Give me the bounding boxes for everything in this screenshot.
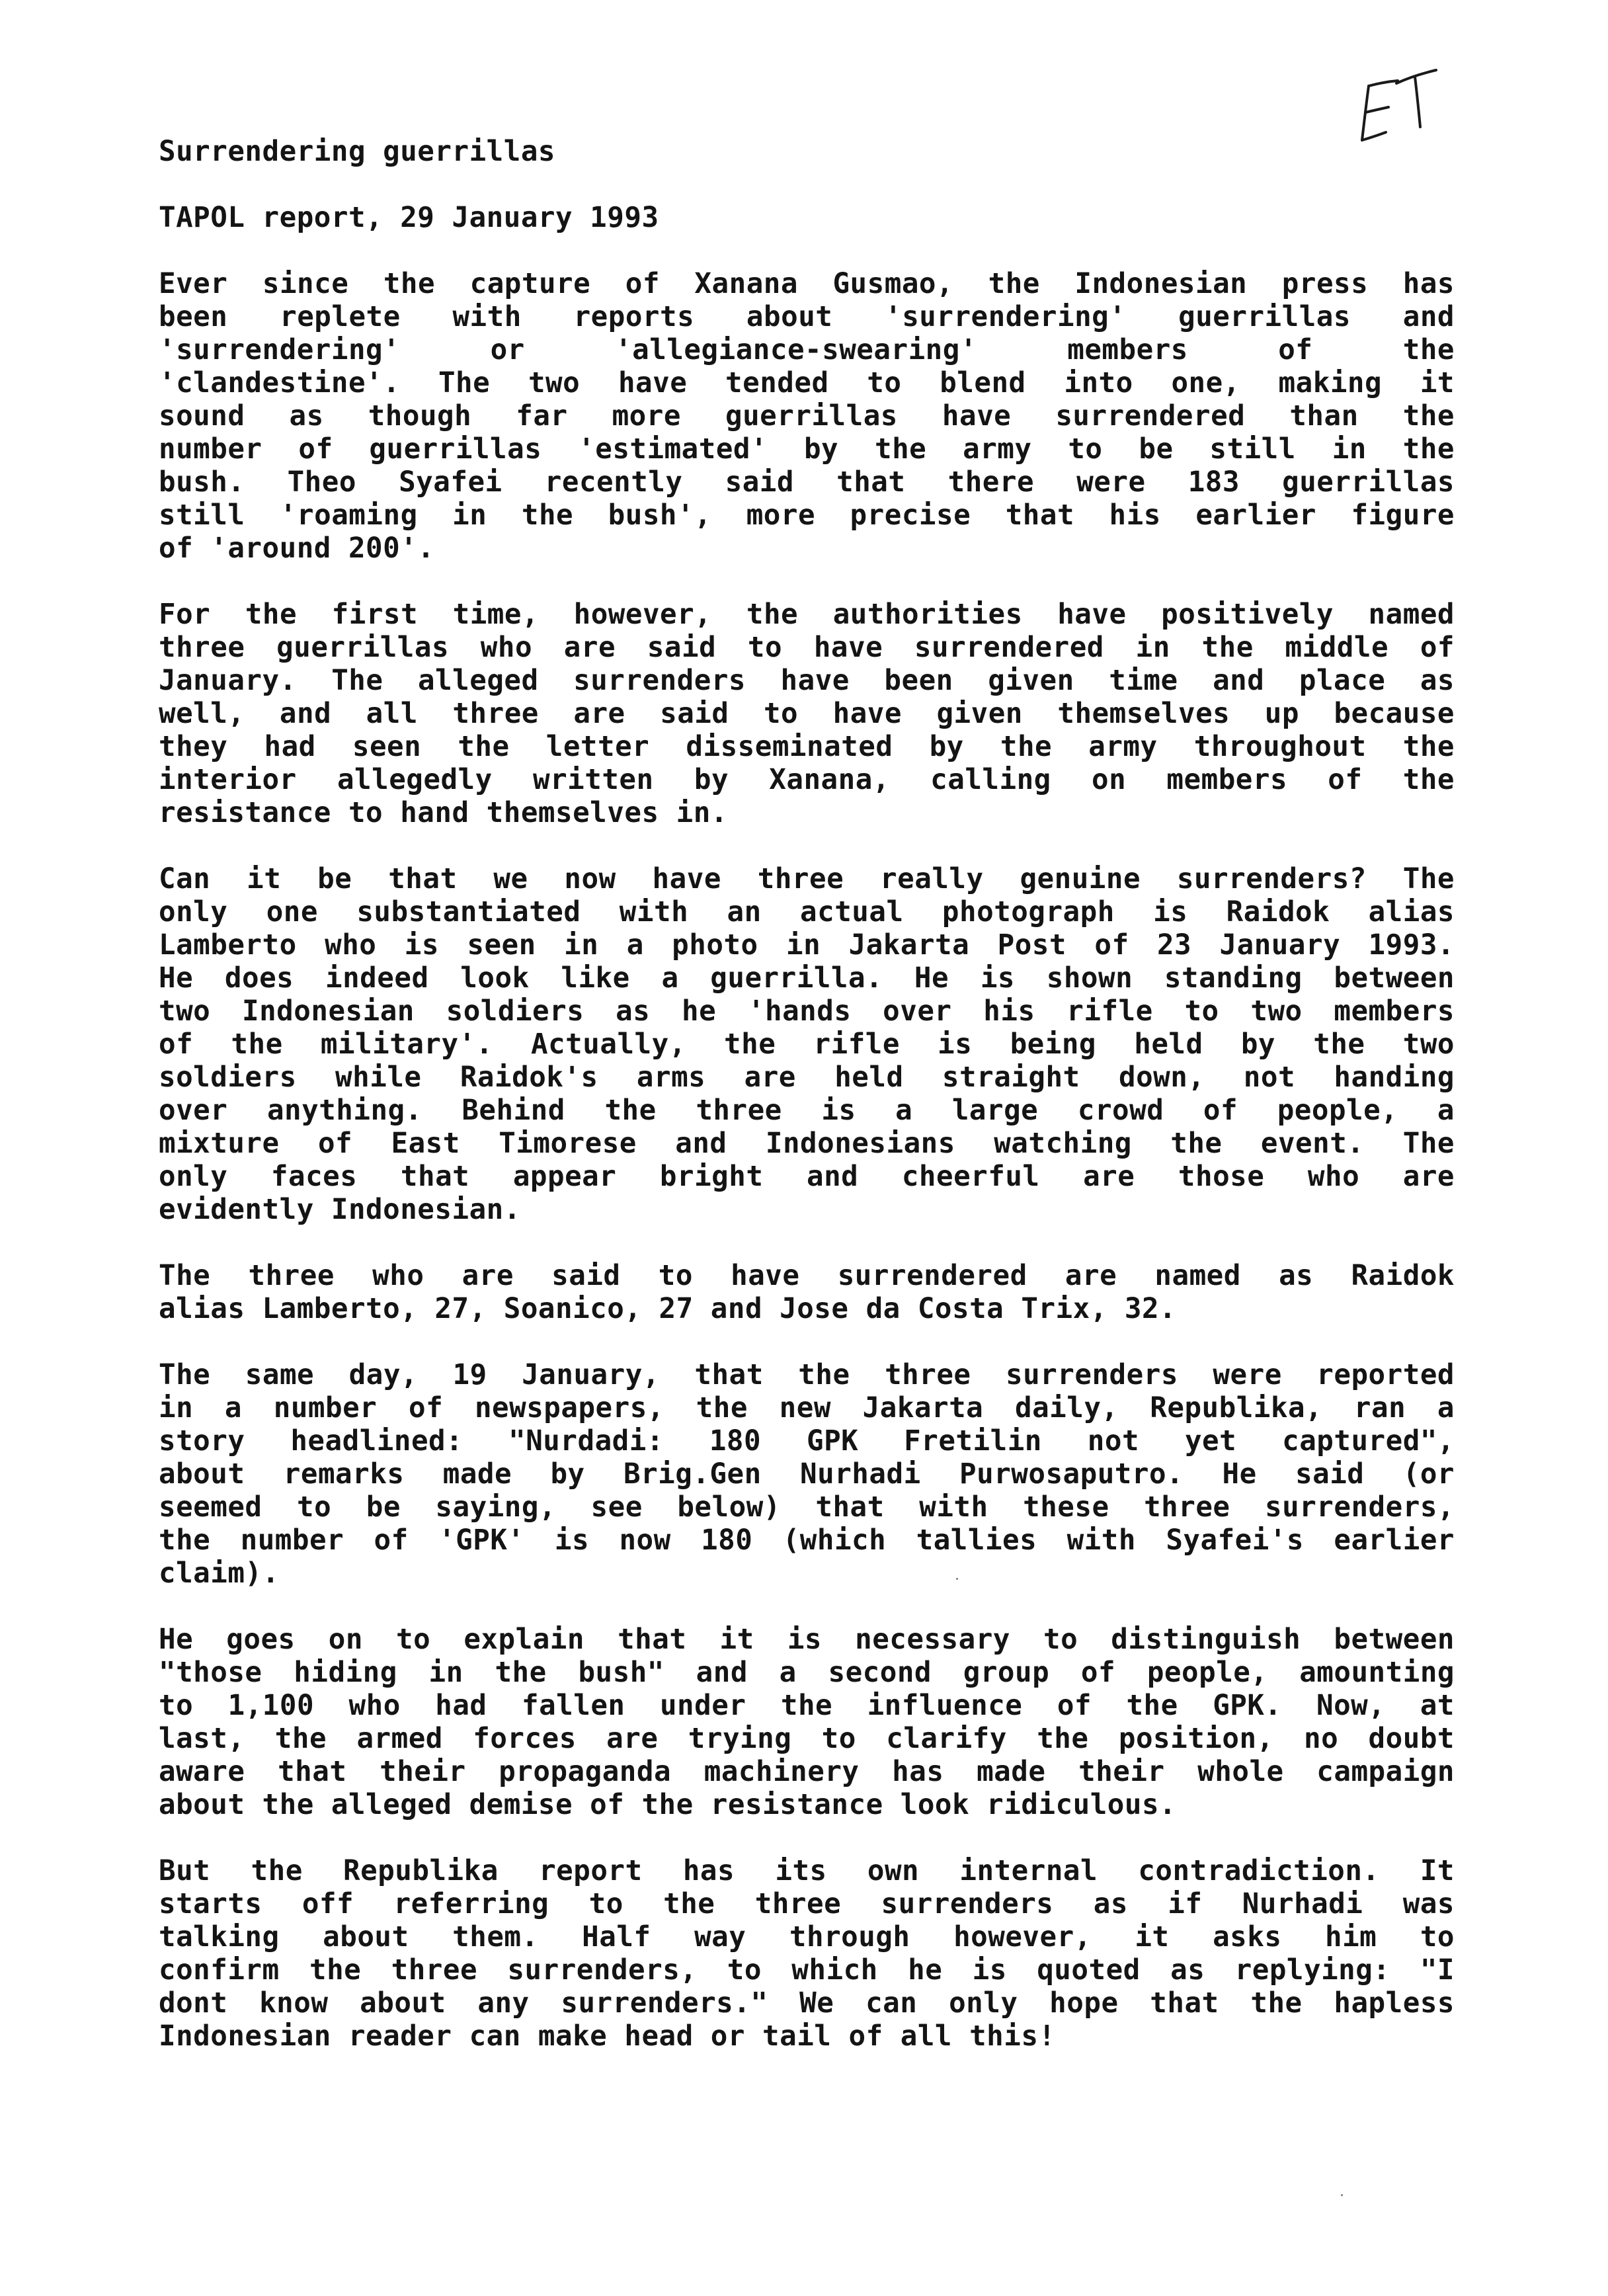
- text-line: been replete with reports about 'surrendering' guerrillas and: [159, 301, 1455, 333]
- text-line: dont know about any surrenders." We can only hope that the hapless: [159, 1987, 1455, 2020]
- text-line: He does indeed look like a guerrilla. He is shown standing between: [159, 962, 1455, 995]
- text-line: evidently Indonesian.: [159, 1194, 521, 1226]
- text-line: last, the armed forces are trying to clarify the position, no doubt: [159, 1723, 1455, 1755]
- text-line: interior allegedly written by Xanana, calling on members of the: [159, 764, 1455, 796]
- text-line: January. The alleged surrenders have been given time and place as: [159, 665, 1455, 697]
- text-line: seemed to be saying, see below) that with these three surrenders,: [159, 1491, 1455, 1524]
- scan-speck: [1341, 2194, 1343, 2196]
- text-line: "those hiding in the bush" and a second group of people, amounting: [159, 1657, 1455, 1689]
- text-line: alias Lamberto, 27, Soanico, 27 and Jose da Costa Trix, 32.: [159, 1293, 1177, 1325]
- paragraph: [159, 1623, 1455, 1822]
- text-line: still 'roaming in the bush', more precise that his earlier figure: [159, 499, 1455, 532]
- text-line: only faces that appear bright and cheerful are those who are: [159, 1161, 1455, 1193]
- dateline: TAPOL report, 29 January 1993: [159, 202, 659, 234]
- paragraph: [159, 1855, 1455, 2053]
- text-line: over anything. Behind the three is a large crowd of people, a: [159, 1094, 1455, 1127]
- paragraph: [159, 863, 1455, 1227]
- text-line: He goes on to explain that it is necessary to distinguish between: [159, 1623, 1455, 1656]
- text-line: resistance to hand themselves in.: [159, 797, 728, 829]
- paragraph: [159, 1359, 1455, 1590]
- text-line: two Indonesian soldiers as he 'hands over his rifle to two members: [159, 995, 1455, 1028]
- text-line: The same day, 19 January, that the three surrenders were reported: [159, 1359, 1455, 1391]
- document-body: [159, 136, 1455, 2086]
- text-line: talking about them. Half way through however, it asks him to: [159, 1921, 1455, 1953]
- text-line: mixture of East Timorese and Indonesians watching the event. The: [159, 1128, 1455, 1160]
- document-title: Surrendering guerrillas: [159, 136, 556, 168]
- text-line: about the alleged demise of the resistance look ridiculous.: [159, 1789, 1177, 1821]
- text-line: starts off referring to the three surrenders as if Nurhadi was: [159, 1888, 1455, 1920]
- paragraph: [159, 1260, 1455, 1326]
- text-line: the number of 'GPK' is now 180 (which tallies with Syafei's earlier: [159, 1524, 1455, 1557]
- text-line: to 1,100 who had fallen under the influence of the GPK. Now, at: [159, 1690, 1455, 1722]
- text-line: of 'around 200'.: [159, 532, 435, 565]
- text-line: claim).: [159, 1557, 280, 1590]
- text-line: Can it be that we now have three really genuine surrenders? The: [159, 863, 1455, 895]
- text-line: they had seen the letter disseminated by the army throughout the: [159, 731, 1455, 763]
- text-line: three guerrillas who are said to have surrendered in the middle of: [159, 632, 1455, 664]
- text-line: Lamberto who is seen in a photo in Jakarta Post of 23 January 1993.: [159, 929, 1455, 962]
- text-line: 'clandestine'. The two have tended to blend into one, making it: [159, 367, 1455, 399]
- text-line: in a number of newspapers, the new Jakarta daily, Republika, ran a: [159, 1392, 1455, 1424]
- text-line: 'surrendering' or 'allegiance-swearing' members of the: [159, 334, 1455, 366]
- paragraphs: [159, 268, 1455, 2053]
- text-line: confirm the three surrenders, to which he is quoted as replying: "I: [159, 1954, 1455, 1987]
- text-line: number of guerrillas 'estimated' by the army to be still in the: [159, 433, 1455, 466]
- text-line: of the military'. Actually, the rifle is being held by the two: [159, 1028, 1455, 1061]
- paragraph: [159, 268, 1455, 565]
- text-line: well, and all three are said to have given themselves up because: [159, 698, 1455, 730]
- text-line: Indonesian reader can make head or tail of all this!: [159, 2020, 1056, 2053]
- paragraph: [159, 598, 1455, 830]
- text-line: The three who are said to have surrendered are named as Raidok: [159, 1260, 1455, 1292]
- text-line: sound as though far more guerrillas have surrendered than the: [159, 400, 1455, 432]
- text-line: about remarks made by Brig.Gen Nurhadi Purwosaputro. He said (or: [159, 1458, 1455, 1491]
- text-line: aware that their propaganda machinery has made their whole campaign: [159, 1756, 1455, 1788]
- text-line: But the Republika report has its own internal contradiction. It: [159, 1855, 1455, 1887]
- text-line: bush. Theo Syafei recently said that there were 183 guerrillas: [159, 466, 1455, 499]
- text-line: soldiers while Raidok's arms are held straight down, not handing: [159, 1061, 1455, 1094]
- text-line: For the first time, however, the authorities have positively named: [159, 598, 1455, 631]
- text-line: Ever since the capture of Xanana Gusmao, the Indonesian press has: [159, 268, 1455, 300]
- scan-speck: [956, 1578, 958, 1580]
- text-line: story headlined: "Nurdadi: 180 GPK Fretilin not yet captured",: [159, 1425, 1455, 1457]
- text-line: only one substantiated with an actual photograph is Raidok alias: [159, 896, 1455, 928]
